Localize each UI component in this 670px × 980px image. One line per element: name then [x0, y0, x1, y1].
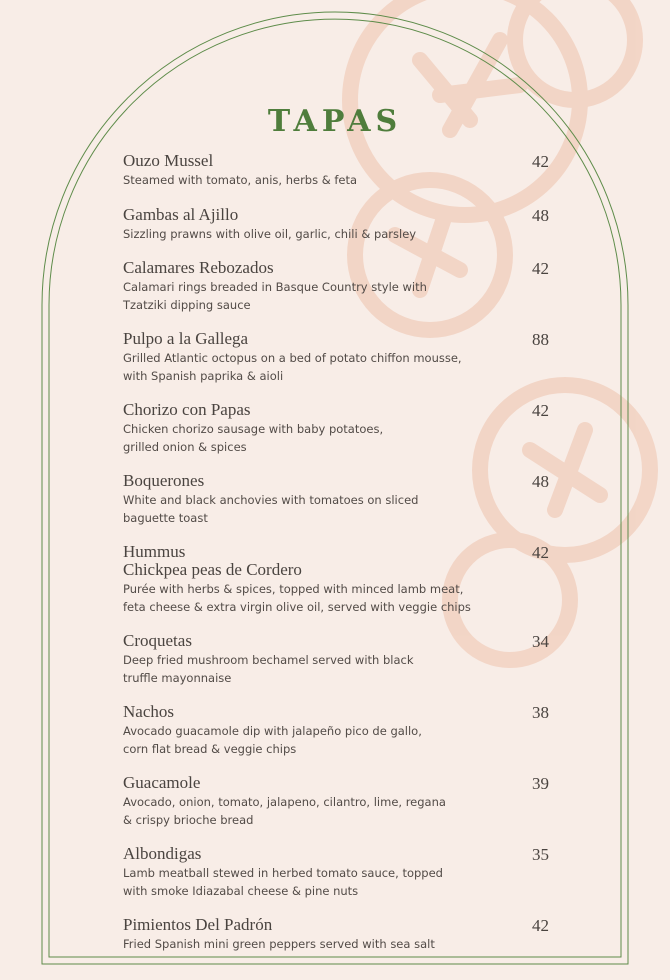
item-description: Avocado, onion, tomato, jalapeno, cilantro, lime, regana & crispy brioche bread — [123, 795, 446, 827]
item-price: 42 — [532, 916, 549, 935]
item-price: 48 — [532, 205, 549, 225]
item-name: Pulpo a la Gallega — [123, 329, 249, 348]
item-description: Grilled Atlantic octopus on a bed of potato chiffon mousse, with Spanish paprika & aioli — [123, 351, 462, 383]
item-price: 42 — [532, 401, 549, 420]
menu-item — [123, 152, 549, 190]
item-description: Chicken chorizo sausage with baby potatoes, grilled onion & spices — [123, 422, 384, 454]
item-name: Gambas al Ajillo — [123, 204, 239, 224]
item-name: Guacamole — [123, 773, 201, 792]
menu-item — [123, 845, 549, 900]
page-title: TAPAS — [267, 104, 403, 139]
item-description: Deep fried mushroom bechamel served with black truffle mayonnaise — [123, 653, 414, 685]
item-name: Hummus Chickpea peas de Cordero — [123, 542, 302, 579]
item-description: Steamed with tomato, anis, herbs & feta — [123, 173, 358, 187]
item-name: Nachos — [123, 702, 174, 721]
item-price: 42 — [532, 259, 549, 278]
menu-item — [123, 543, 549, 616]
item-description: White and black anchovies with tomatoes on sliced baguette toast — [123, 493, 419, 525]
menu-item — [123, 401, 549, 456]
menu-list — [123, 152, 549, 970]
item-name: Calamares Rebozados — [123, 258, 274, 277]
menu-item — [123, 330, 549, 385]
item-price: 39 — [532, 774, 549, 793]
item-description: Avocado guacamole dip with jalapeño pico de gallo, corn flat bread & veggie chips — [123, 724, 422, 756]
menu-item — [123, 703, 549, 758]
item-price: 42 — [532, 543, 549, 562]
item-price: 34 — [532, 632, 549, 651]
item-price: 42 — [532, 152, 549, 171]
item-description: Sizzling prawns with olive oil, garlic, chili & parsley — [123, 226, 417, 241]
item-name: Chorizo con Papas — [123, 400, 251, 419]
item-description: Fried Spanish mini green peppers served with sea salt — [123, 937, 435, 951]
item-description: Calamari rings breaded in Basque Country style with Tzatziki dipping sauce — [123, 280, 427, 312]
item-name: Croquetas — [123, 631, 192, 650]
item-description: Purée with herbs & spices, topped with minced lamb meat, feta cheese & extra virgin olive oil, served with veggie chips — [123, 582, 471, 614]
item-price: 48 — [532, 472, 549, 491]
item-description: Lamb meatball stewed in herbed tomato sauce, topped with smoke Idiazabal cheese & pine nuts — [123, 866, 443, 898]
item-name: Albondigas — [123, 844, 202, 863]
menu-item — [123, 774, 549, 829]
menu-item — [123, 916, 549, 954]
menu-item — [123, 472, 549, 527]
item-name: Ouzo Mussel — [123, 151, 214, 170]
menu-item — [123, 259, 549, 314]
menu-item — [123, 206, 549, 244]
item-price: 35 — [532, 845, 549, 864]
item-name: Boquerones — [123, 471, 205, 490]
item-price: 88 — [532, 330, 549, 349]
item-price: 38 — [532, 703, 549, 722]
item-name: Pimientos Del Padrón — [123, 915, 273, 934]
menu-item — [123, 632, 549, 687]
